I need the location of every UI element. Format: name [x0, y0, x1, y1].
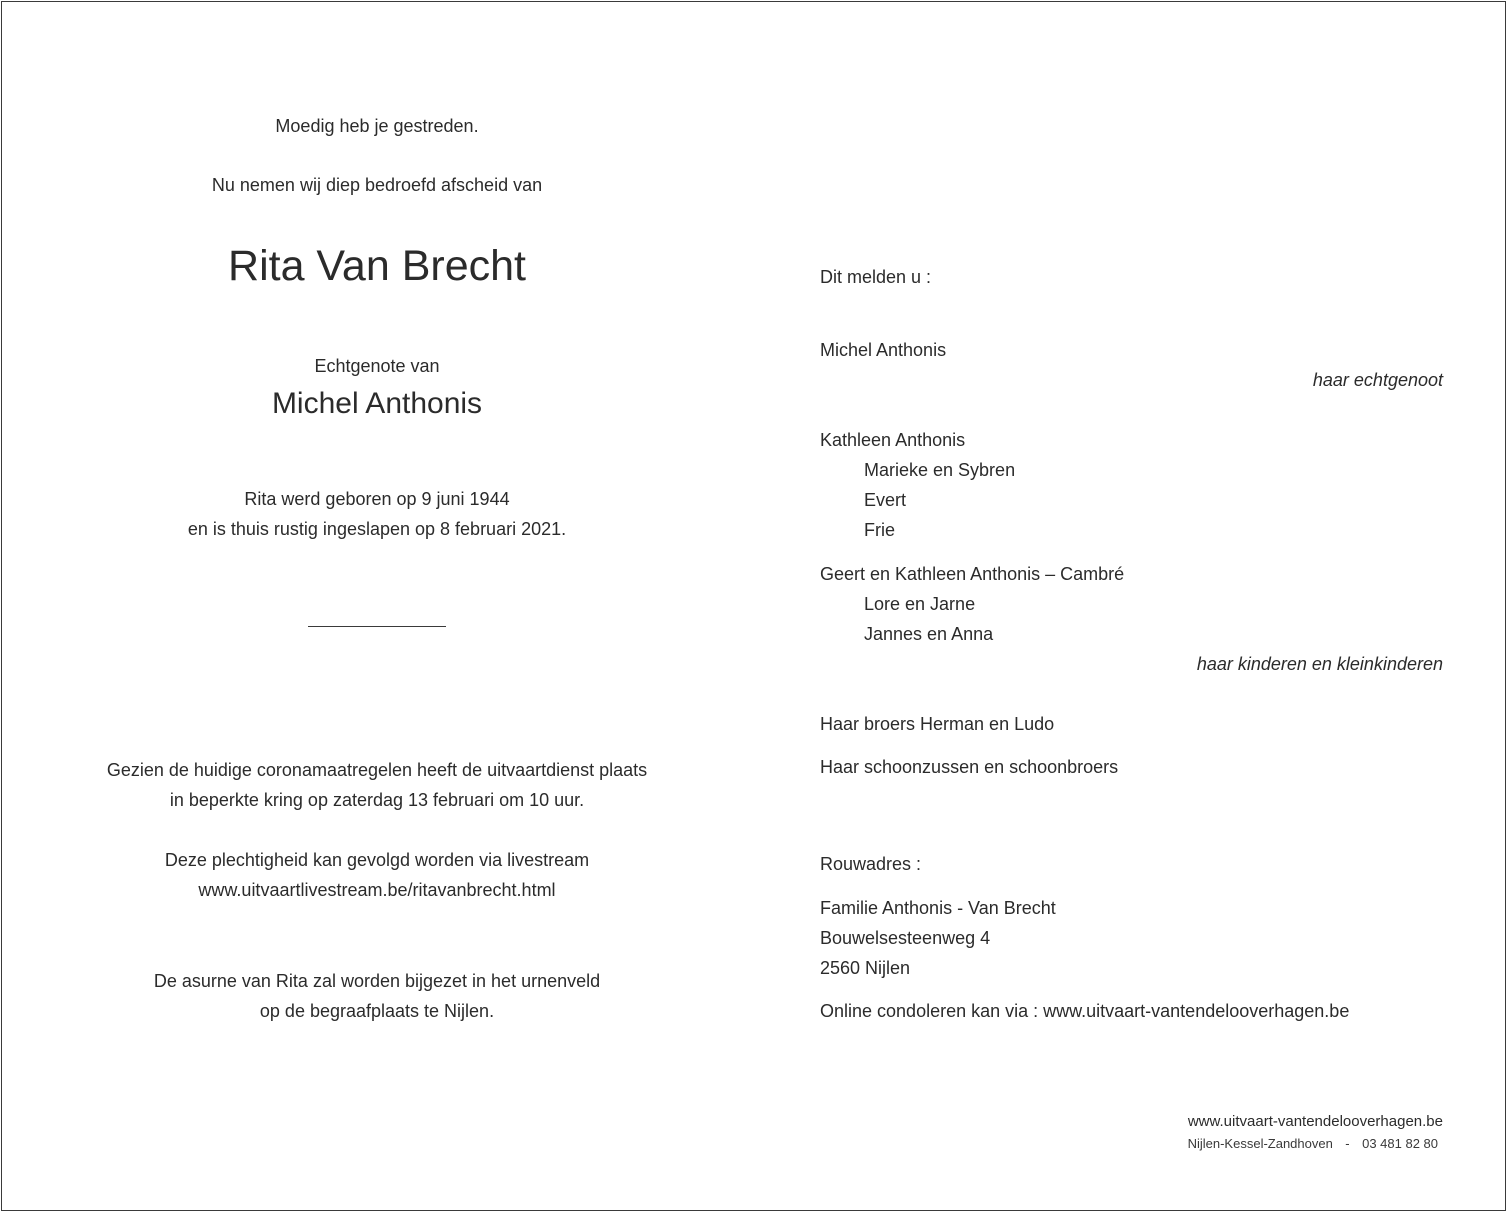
- address-street: Bouwelsesteenweg 4: [820, 928, 991, 948]
- mourner-child-1: Kathleen Anthonis: [820, 430, 966, 450]
- mourner-in-laws: Haar schoonzussen en schoonbroers: [820, 757, 1119, 777]
- footer-phone: 03 481 82 80: [1362, 1136, 1438, 1151]
- grandchild-item: Lore en Jarne: [864, 594, 976, 614]
- spouse-role: haar echtgenoot: [1312, 370, 1443, 390]
- grandchild-item: Marieke en Sybren: [864, 460, 1016, 480]
- urn-line-2: op de begraafplaats te Nijlen.: [259, 1001, 495, 1021]
- death-line: en is thuis rustig ingeslapen op 8 februari 2021.: [187, 519, 567, 539]
- condolence-line[interactable]: Online condoleren kan via : www.uitvaart-vantendelooverhagen.be: [820, 1001, 1350, 1021]
- address-city: 2560 Nijlen: [820, 958, 911, 978]
- spouse-label: Echtgenote van: [314, 356, 440, 376]
- service-line-1: Gezien de huidige coronamaatregelen heeft de uitvaartdienst plaats: [106, 760, 648, 780]
- birth-line: Rita werd geboren op 9 juni 1944: [244, 489, 510, 509]
- children-role: haar kinderen en kleinkinderen: [1196, 654, 1443, 674]
- grandchild-item: Frie: [864, 520, 895, 540]
- urn-line-1: De asurne van Rita zal worden bijgezet in het urnenveld: [153, 971, 601, 991]
- intro-text: Nu nemen wij diep bedroefd afscheid van: [211, 175, 543, 195]
- address-label: Rouwadres :: [820, 854, 922, 874]
- grandchild-item: Jannes en Anna: [864, 624, 994, 644]
- deceased-name: Rita Van Brecht: [228, 242, 526, 290]
- service-line-2: in beperkte kring op zaterdag 13 februari om 10 uur.: [169, 790, 585, 810]
- footer-locations: Nijlen-Kessel-Zandhoven: [1187, 1136, 1333, 1151]
- mourner-child-2: Geert en Kathleen Anthonis – Cambré: [820, 564, 1125, 584]
- livestream-line: Deze plechtigheid kan gevolgd worden via livestream: [164, 850, 590, 870]
- footer-separator: -: [1345, 1136, 1350, 1151]
- address-name: Familie Anthonis - Van Brecht: [820, 898, 1056, 918]
- livestream-url[interactable]: www.uitvaartlivestream.be/ritavanbrecht.html: [198, 880, 556, 900]
- mourner-spouse: Michel Anthonis: [820, 340, 947, 360]
- mourner-brothers: Haar broers Herman en Ludo: [820, 714, 1055, 734]
- grandchild-item: Evert: [864, 490, 907, 510]
- footer-contact: [1188, 1135, 1438, 1153]
- footer-website[interactable]: www.uitvaart-vantendelooverhagen.be: [1187, 1113, 1443, 1130]
- announce-label: Dit melden u :: [820, 267, 932, 287]
- opening-quote: Moedig heb je gestreden.: [275, 116, 479, 136]
- spouse-name: Michel Anthonis: [271, 387, 483, 420]
- divider-line: [308, 626, 446, 627]
